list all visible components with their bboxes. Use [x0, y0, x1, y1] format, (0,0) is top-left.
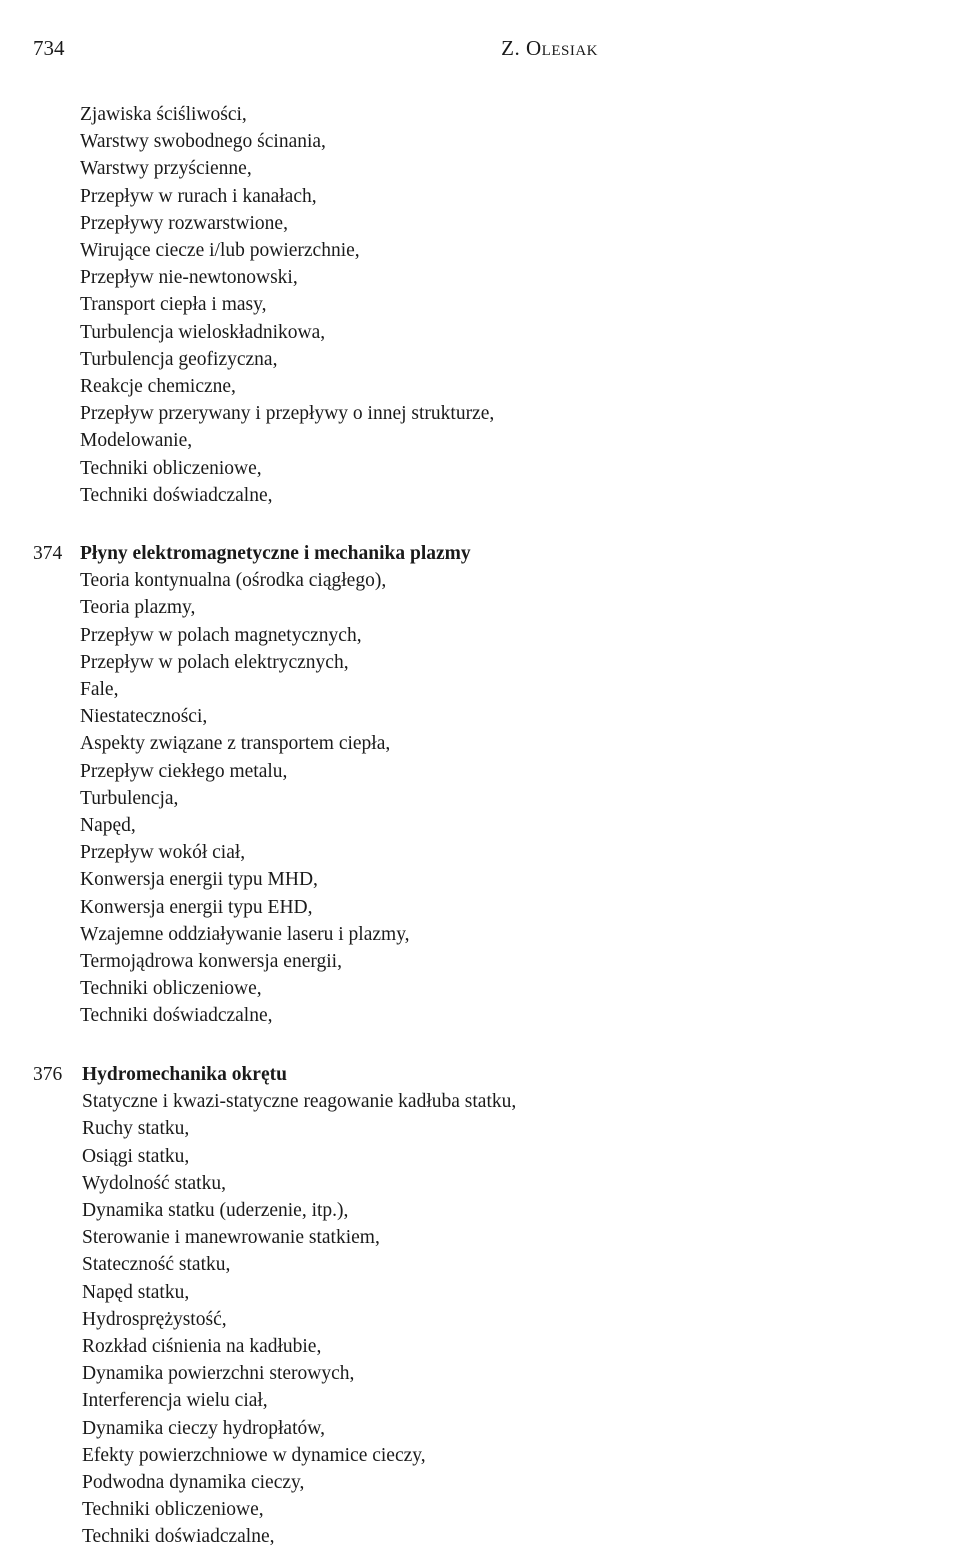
- list-item: Techniki doświadczalne,: [80, 484, 273, 506]
- section-title: Hydromechanika okrętu: [82, 1064, 287, 1085]
- list-item: Ruchy statku,: [82, 1118, 190, 1140]
- list-item: Przepływ w polach elektrycznych,: [80, 651, 349, 673]
- running-head: Z. Olesiak: [501, 36, 598, 60]
- list-item: Techniki doświadczalne,: [82, 1526, 275, 1548]
- list-item: Zjawiska ściśliwości,: [80, 104, 247, 125]
- list-item: Efekty powierzchniowe w dynamice cieczy,: [82, 1444, 426, 1466]
- list-item: Statyczne i kwazi-statyczne reagowanie kadłuba statku,: [82, 1091, 517, 1113]
- section-number: 374: [33, 543, 63, 564]
- list-item: Napęd,: [80, 815, 136, 837]
- list-item: Techniki obliczeniowe,: [82, 1499, 264, 1521]
- list-item: Wzajemne oddziaływanie laseru i plazmy,: [80, 923, 410, 945]
- list-item: Warstwy swobodnego ścinania,: [80, 131, 326, 153]
- page-header: [33, 36, 598, 66]
- list-item: Sterowanie i manewrowanie statkiem,: [82, 1227, 380, 1249]
- list-item: Techniki obliczeniowe,: [80, 978, 262, 1000]
- list-item: Przepływ przerywany i przepływy o innej strukturze,: [80, 403, 495, 425]
- list-item: Przepływ nie-newtonowski,: [80, 267, 298, 289]
- list-item: Fale,: [80, 679, 119, 700]
- list-item: Konwersja energii typu MHD,: [80, 869, 318, 891]
- list-item: Niestateczności,: [80, 706, 208, 728]
- list-item: Wirujące ciecze i/lub powierzchnie,: [80, 240, 360, 262]
- list-item: Osiągi statku,: [82, 1145, 190, 1167]
- section-number: 376: [33, 1064, 63, 1085]
- list-item: Napęd statku,: [82, 1281, 190, 1303]
- list-item: Rozkład ciśnienia na kadłubie,: [82, 1336, 322, 1358]
- list-item: Podwodna dynamika cieczy,: [82, 1472, 305, 1494]
- list-item: Teoria kontynualna (ośrodka ciągłego),: [80, 570, 387, 592]
- list-item: Reakcje chemiczne,: [80, 376, 236, 398]
- list-item: Aspekty związane z transportem ciepła,: [80, 733, 391, 755]
- list-item: Dynamika cieczy hydropłatów,: [82, 1417, 325, 1439]
- list-item: Przepływ ciekłego metalu,: [80, 760, 288, 782]
- section-list: [80, 567, 410, 1029]
- intro-list: [80, 101, 494, 509]
- list-item: Interferencja wielu ciał,: [82, 1390, 268, 1412]
- list-item: Turbulencja wieloskładnikowa,: [80, 321, 326, 343]
- list-item: Transport ciepła i masy,: [80, 294, 267, 316]
- list-item: Konwersja energii typu EHD,: [80, 896, 313, 918]
- section-list: [82, 1088, 516, 1550]
- list-item: Teoria plazmy,: [80, 597, 196, 619]
- list-item: Techniki doświadczalne,: [80, 1005, 273, 1027]
- list-item: Turbulencja,: [80, 787, 179, 809]
- list-item: Warstwy przyścienne,: [80, 158, 252, 180]
- list-item: Przepływy rozwarstwione,: [80, 212, 288, 234]
- list-item: Turbulencja geofizyczna,: [80, 348, 278, 370]
- list-item: Przepływ w rurach i kanałach,: [80, 185, 317, 207]
- list-item: Wydolność statku,: [82, 1172, 226, 1194]
- list-item: Przepływ wokół ciał,: [80, 842, 246, 864]
- list-item: Dynamika statku (uderzenie, itp.),: [82, 1200, 349, 1221]
- list-item: Modelowanie,: [80, 430, 193, 452]
- list-item: Przepływ w polach magnetycznych,: [80, 624, 362, 646]
- list-item: Hydrosprężystość,: [82, 1308, 227, 1330]
- list-item: Stateczność statku,: [82, 1254, 231, 1276]
- page-number: 734: [33, 36, 65, 60]
- list-item: Techniki obliczeniowe,: [80, 457, 262, 479]
- section-title: Płyny elektromagnetyczne i mechanika plazmy: [80, 543, 471, 564]
- list-item: Dynamika powierzchni sterowych,: [82, 1363, 355, 1385]
- list-item: Termojądrowa konwersja energii,: [80, 951, 342, 973]
